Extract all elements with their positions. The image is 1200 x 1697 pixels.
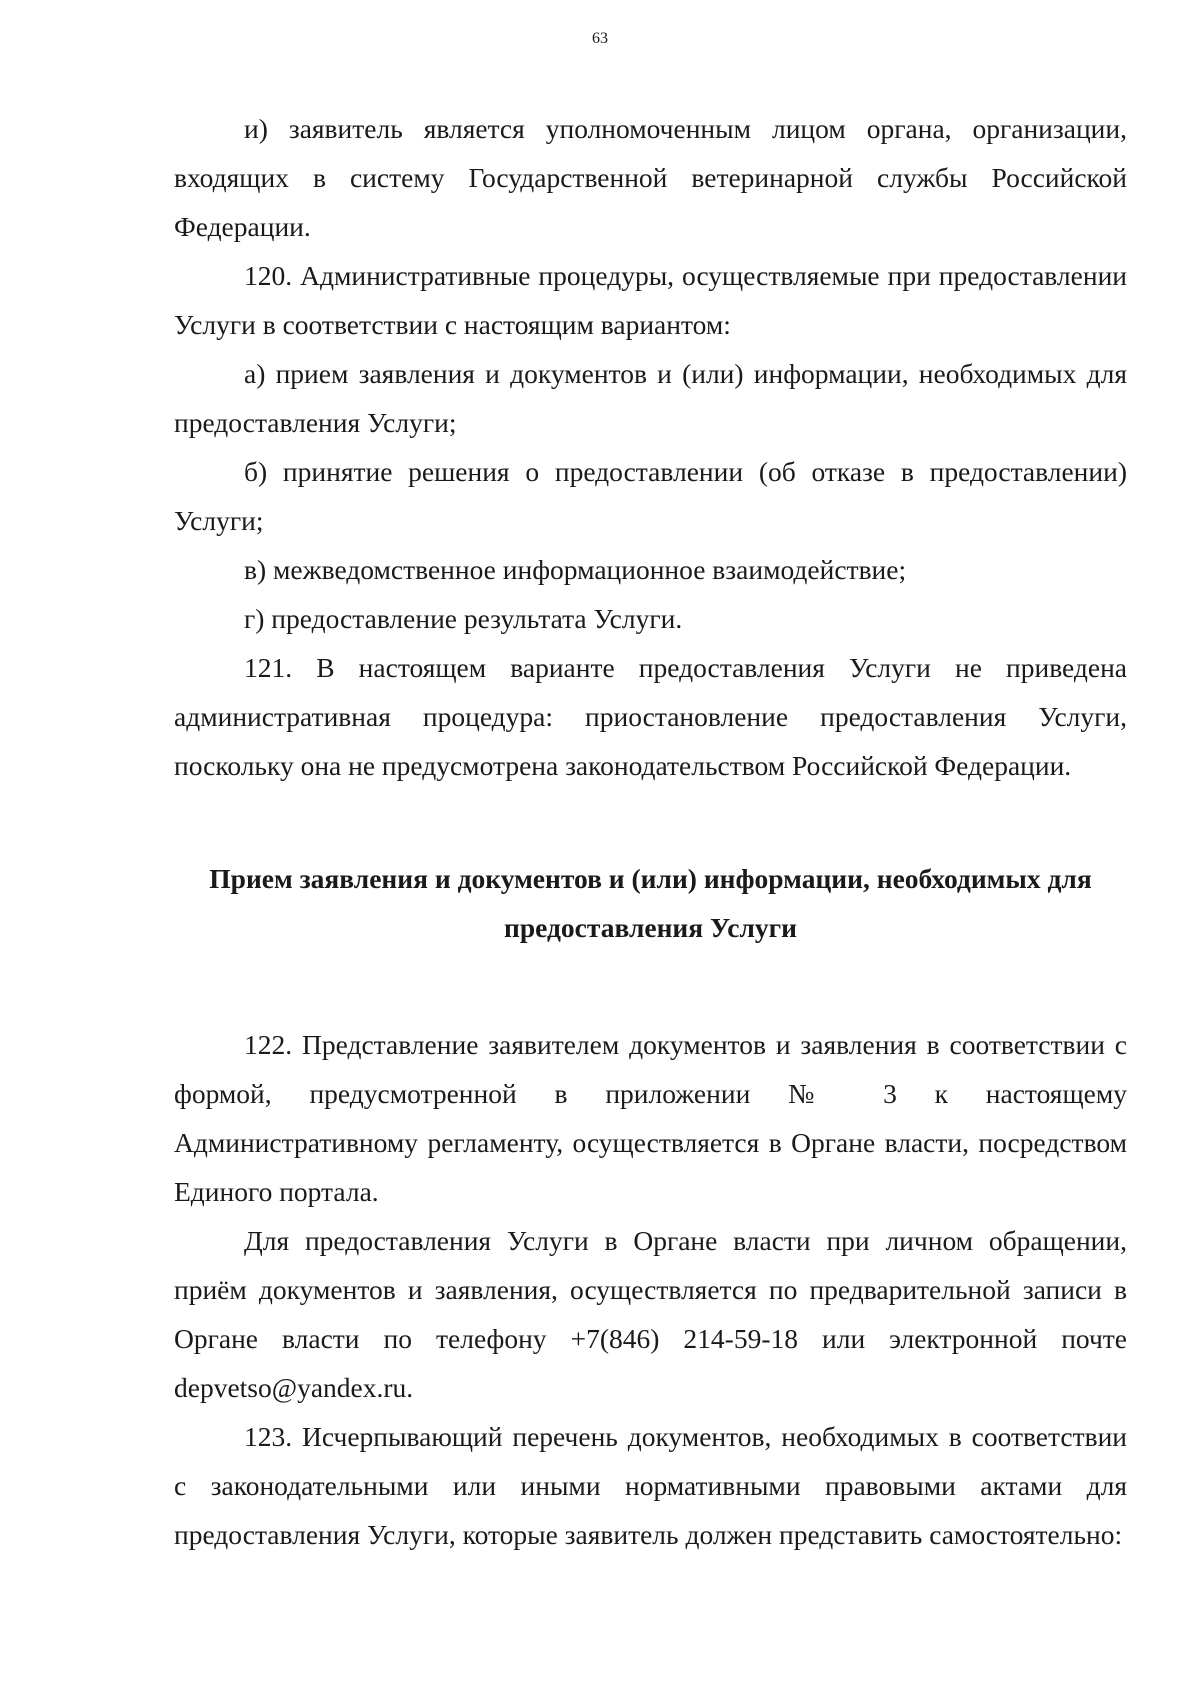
paragraph-123: 123. Исчерпывающий перечень документов, необходимых в соответствии с законодательными или иными нормативными правовыми актами для предоставления Услуги, которые заявитель должен представить самостоятельно: (174, 1421, 1127, 1550)
paragraph-122: 122. Представление заявителем документов и заявления в соответствии с формой, предусмотренной в приложении № 3 к настоящему Административному регламенту, осуществляется в Органе власти, посредством Единого портала. (174, 1029, 1127, 1207)
paragraph-120: 120. Административные процедуры, осуществляемые при предоставлении Услуги в соответствии с настоящим вариантом: (174, 260, 1127, 340)
paragraph-item-i: и) заявитель является уполномоченным лицом органа, организации, входящих в систему Государственной ветеринарной службы Российской Федерации. (174, 113, 1127, 242)
document-body (174, 104, 1127, 1559)
paragraph-personal-visit: Для предоставления Услуги в Органе власти при личном обращении, приём документов и заявления, осуществляется по предварительной записи в Органе власти по телефону +7(846) 214-59-18 или электронной почте depvetso@yandex.ru. (174, 1225, 1127, 1403)
paragraph-item-a: а) прием заявления и документов и (или) информации, необходимых для предоставления Услуги; (174, 358, 1127, 438)
paragraph-item-v: в) межведомственное информационное взаимодействие; (244, 554, 907, 585)
paragraph-item-b: б) принятие решения о предоставлении (об отказе в предоставлении) Услуги; (174, 456, 1127, 536)
page-number: 63 (592, 30, 608, 47)
section-heading-line-2: предоставления Услуги (504, 912, 797, 943)
paragraph-121: 121. В настоящем варианте предоставления Услуги не приведена административная процедура: приостановление предоставления Услуги, поскольку она не предусмотрена законодательством Российской Федерации. (174, 652, 1127, 781)
section-heading-line-1: Прием заявления и документов и (или) информации, необходимых для (209, 863, 1092, 894)
section-heading (174, 854, 1127, 952)
paragraph-item-g: г) предоставление результата Услуги. (244, 603, 683, 634)
